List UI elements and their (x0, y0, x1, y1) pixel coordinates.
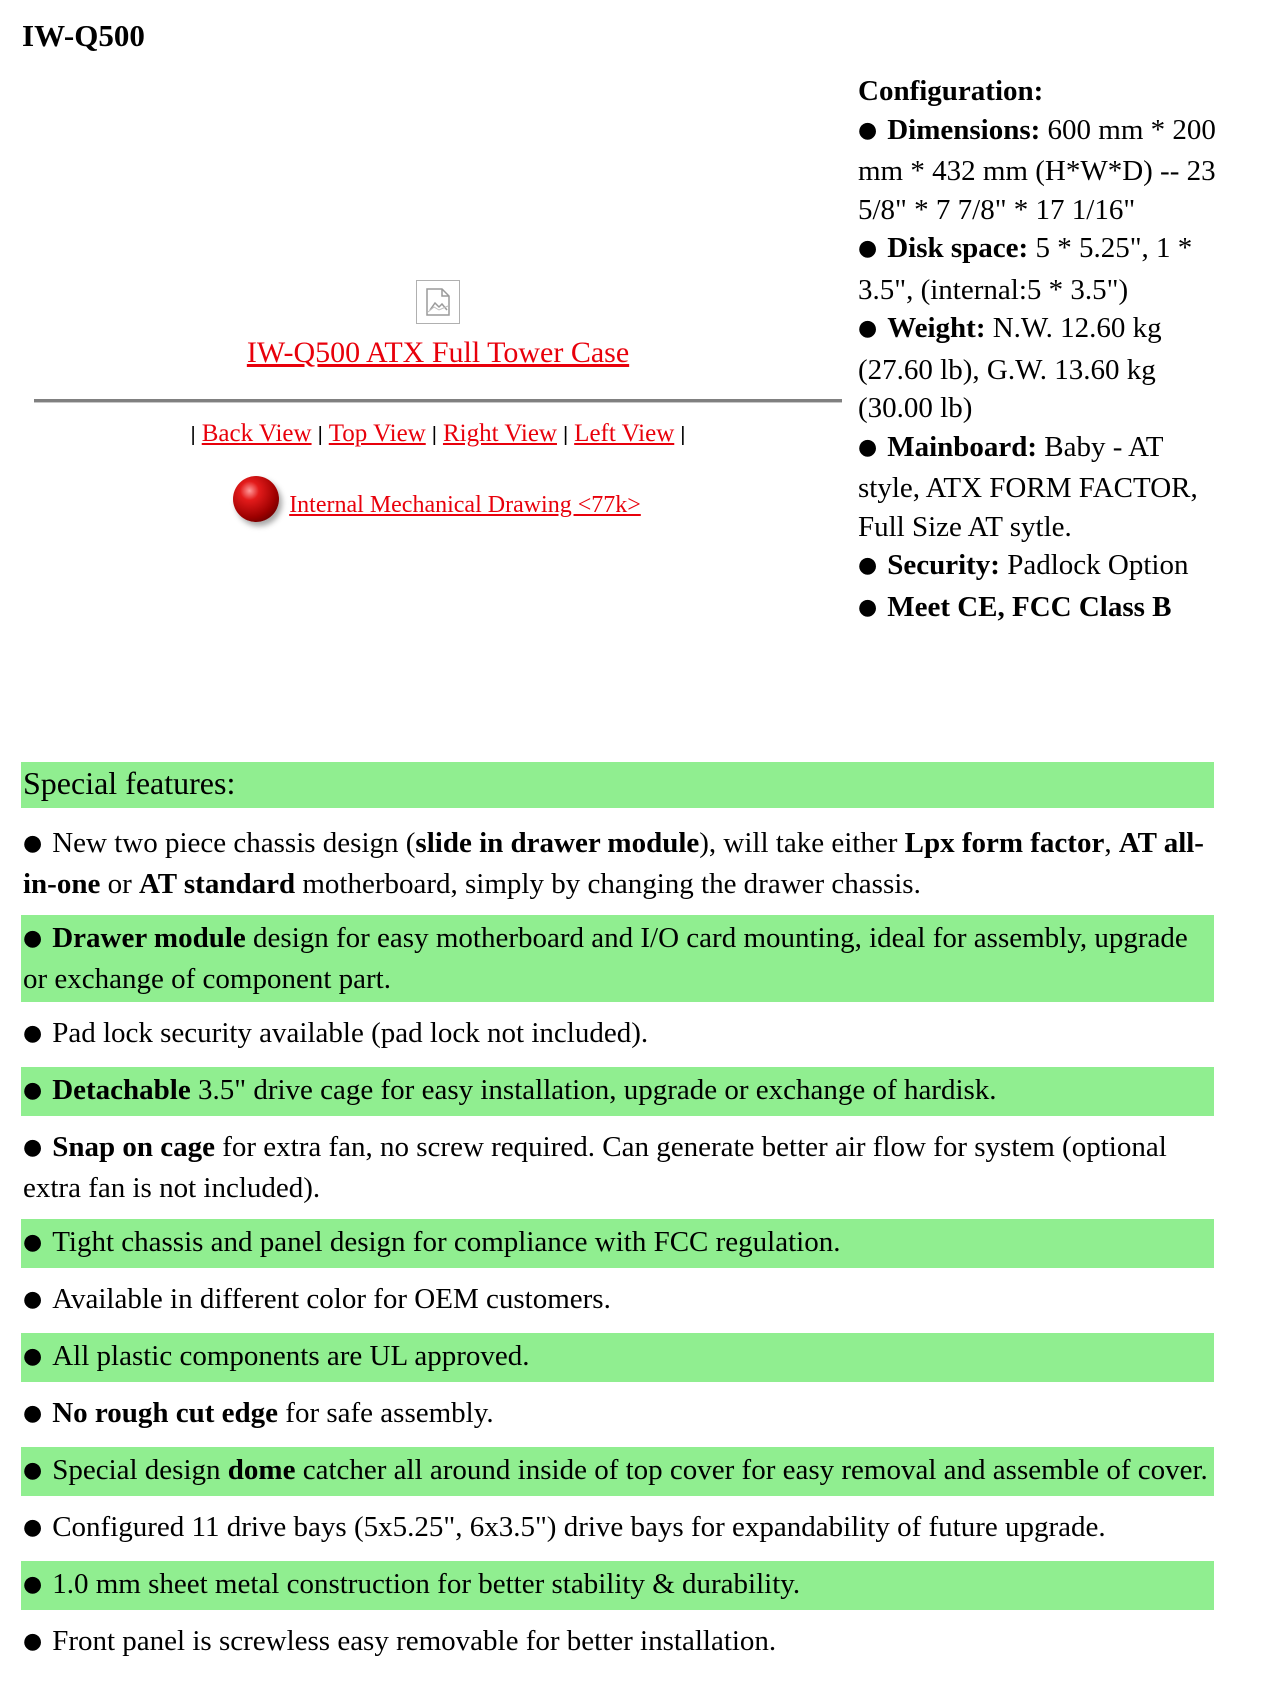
feature-text: Front panel is screwless easy removable for better installation. (52, 1625, 777, 1657)
image-placeholder-icon (425, 288, 451, 316)
features-list (21, 820, 1214, 1667)
feature-text: Configured 11 drive bays (5x5.25", 6x3.5") drive bays for expandability of future upgrade. (52, 1511, 1106, 1543)
left-view-link[interactable]: Left View (574, 420, 675, 447)
feature-item (21, 1390, 1214, 1439)
bullet: ● (23, 926, 43, 951)
product-name-link[interactable]: IW-Q500 ATX Full Tower Case (246, 336, 630, 369)
feature-text: Tight chassis and panel design for compliance with FCC regulation. (52, 1226, 841, 1258)
separator: | (317, 424, 323, 446)
broken-image-icon[interactable] (416, 280, 460, 324)
bullet: ● (23, 1021, 43, 1046)
configuration-list (858, 111, 1218, 630)
configuration-value: Baby - AT style, ATX FORM FACTOR, Full Size AT sytle. (858, 430, 1198, 543)
feature-emphasis: dome (227, 1454, 296, 1486)
feature-text: for extra fan, no screw required. Can generate better air flow for system (optional extra fan is not included). (23, 1131, 1167, 1204)
configuration-item (858, 588, 1218, 630)
features-heading: Special features: (21, 762, 1214, 808)
feature-item (21, 1333, 1214, 1382)
configuration-item (858, 229, 1218, 309)
feature-emphasis: slide in drawer module (415, 827, 700, 859)
bullet: ● (23, 831, 43, 856)
feature-text: or (100, 868, 140, 900)
feature-text: Pad lock security available (pad lock not included). (52, 1017, 649, 1049)
feature-text: 3.5" drive cage for easy installation, upgrade or exchange of hardisk. (190, 1074, 997, 1106)
separator: | (680, 424, 686, 446)
feature-item (21, 915, 1214, 1002)
bullet: ● (858, 117, 878, 143)
bullet: ● (23, 1230, 43, 1255)
configuration-label: Mainboard: (887, 430, 1038, 463)
top-view-link[interactable]: Top View (328, 420, 426, 447)
configuration-heading: Configuration: (858, 75, 1044, 107)
back-view-link[interactable]: Back View (201, 420, 312, 447)
bullet: ● (23, 1287, 43, 1312)
configuration-item (858, 428, 1218, 547)
feature-emphasis: Lpx form factor (904, 827, 1105, 859)
bullet: ● (858, 553, 878, 578)
feature-emphasis: Drawer module (52, 922, 246, 954)
bullet: ● (858, 594, 878, 620)
configuration-value: 600 mm * 200 mm * 432 mm (H*W*D) -- 23 5/8" * 7 7/8" * 17 1/16" (858, 113, 1216, 226)
bullet: ● (23, 1458, 43, 1483)
configuration-item (858, 309, 1218, 428)
feature-item (21, 1010, 1214, 1059)
feature-text: Special design (52, 1454, 228, 1486)
bullet: ● (23, 1629, 43, 1654)
feature-emphasis: AT all-in-one (23, 827, 1204, 900)
configuration-panel (858, 72, 1218, 629)
feature-text: motherboard, simply by changing the drawer chassis. (295, 868, 921, 900)
bullet: ● (23, 1515, 43, 1540)
feature-text: design for easy motherboard and I/O card mounting, ideal for assembly, upgrade or exchange of component part. (23, 922, 1188, 995)
drawing-row (34, 480, 842, 522)
feature-emphasis: AT standard (139, 868, 296, 900)
right-view-link[interactable]: Right View (442, 420, 557, 447)
features-section (21, 762, 1214, 1675)
feature-text: All plastic components are UL approved. (52, 1340, 530, 1372)
separator: | (562, 424, 569, 446)
page-title: IW-Q500 (22, 18, 145, 53)
feature-text: ), will take either (699, 827, 905, 859)
configuration-value: 5 * 5.25", 1 * 3.5", (internal:5 * 3.5") (858, 232, 1193, 306)
feature-text: for safe assembly. (278, 1397, 494, 1429)
divider (34, 399, 842, 403)
bullet: ● (23, 1401, 43, 1426)
feature-item (21, 1219, 1214, 1268)
feature-item (21, 1124, 1214, 1211)
feature-item (21, 1447, 1214, 1496)
feature-item (21, 1504, 1214, 1553)
feature-item (21, 1067, 1214, 1116)
configuration-label: Weight: (887, 312, 986, 344)
configuration-label: Security: (887, 549, 1000, 581)
feature-text: Available in different color for OEM customers. (52, 1283, 611, 1315)
product-panel (34, 280, 842, 522)
configuration-label: Dimensions: (887, 113, 1041, 146)
view-links (34, 417, 842, 452)
separator: | (431, 424, 437, 446)
feature-emphasis: No rough cut edge (52, 1397, 279, 1429)
feature-item (21, 820, 1214, 907)
configuration-label: Meet CE, FCC Class B (887, 590, 1172, 623)
configuration-value: Padlock Option (999, 549, 1189, 581)
feature-item (21, 1561, 1214, 1610)
bullet: ● (23, 1572, 43, 1597)
feature-item (21, 1618, 1214, 1667)
bullet: ● (858, 316, 878, 341)
configuration-label: Disk space: (887, 232, 1029, 264)
red-ball-bullet-icon (233, 476, 279, 522)
feature-text: catcher all around inside of top cover for easy removal and assemble of cover. (295, 1454, 1208, 1486)
mechanical-drawing-link[interactable]: Internal Mechanical Drawing <77k> (289, 492, 641, 518)
feature-text: 1.0 mm sheet metal construction for better stability & durability. (52, 1568, 801, 1600)
bullet: ● (858, 236, 878, 261)
feature-text: New two piece chassis design ( (52, 827, 416, 859)
feature-emphasis: Snap on cage (52, 1131, 215, 1163)
bullet: ● (23, 1135, 43, 1160)
bullet: ● (23, 1078, 43, 1103)
feature-text: , (1104, 827, 1119, 859)
feature-item (21, 1276, 1214, 1325)
feature-emphasis: Detachable (52, 1074, 191, 1106)
bullet: ● (858, 434, 878, 460)
bullet: ● (23, 1344, 43, 1369)
configuration-item (858, 546, 1218, 588)
configuration-item (858, 111, 1218, 230)
separator: | (190, 424, 196, 446)
configuration-value: N.W. 12.60 kg (27.60 lb), G.W. 13.60 kg (30.00 lb) (858, 312, 1162, 424)
